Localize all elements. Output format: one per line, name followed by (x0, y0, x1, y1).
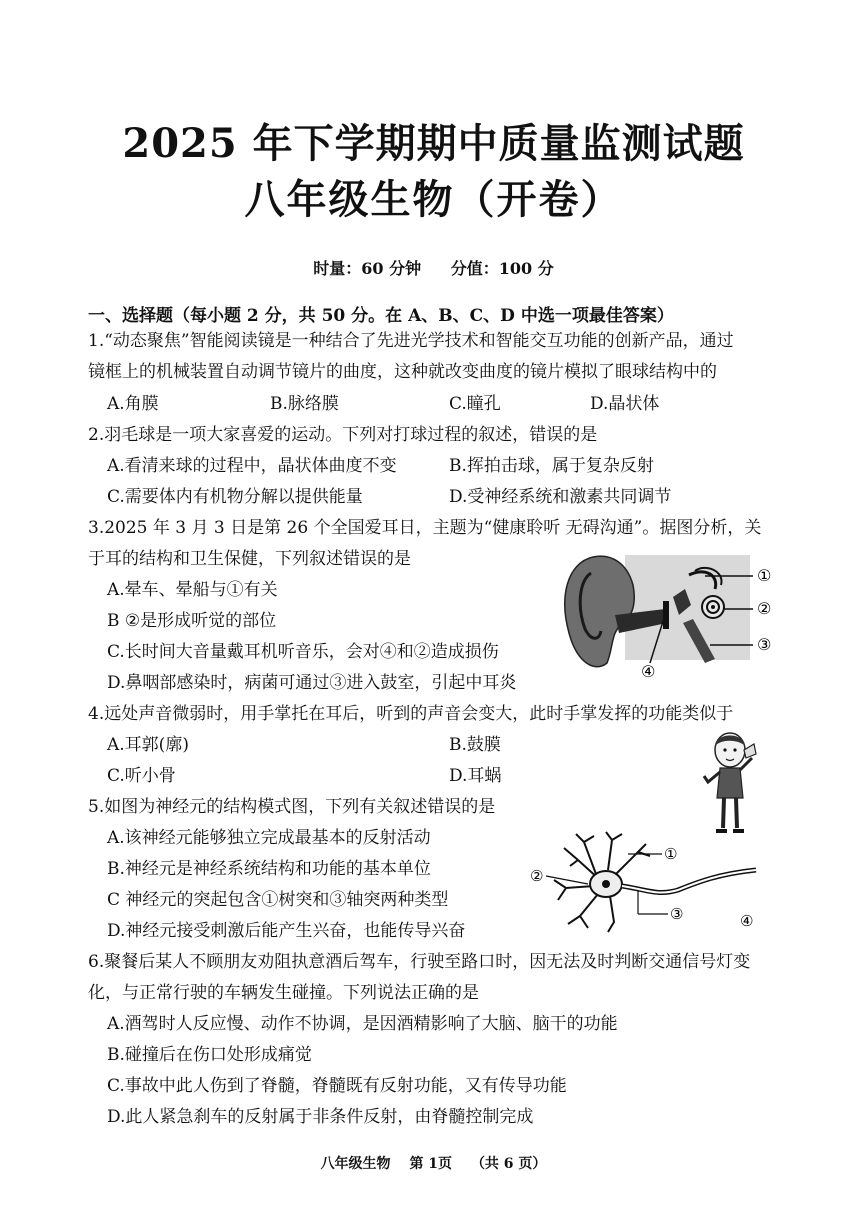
q4-option-a: A.耳郭(廓) (107, 735, 189, 755)
q1-option-c: C.瞳孔 (449, 394, 501, 414)
eardrum-shape (663, 601, 669, 629)
neuron-label-4: ④ (740, 912, 754, 930)
exam-meta (0, 256, 867, 279)
q6-option-a: A.酒驾时人反应慢、动作不协调，是因酒精影响了大脑、脑干的功能 (107, 1014, 618, 1034)
person-arm-side (704, 772, 720, 782)
q3-stem-line1: 3.2025 年 3 月 3 日是第 26 个全国爱耳日，主题为“健康聆听 无碍沟通”。据图分析，关 (88, 518, 762, 538)
exam-time: 时量：60 分钟 (313, 259, 422, 278)
exam-title: 2025 年下学期期中质量监测试题 (122, 120, 745, 167)
exam-subtitle: 八年级生物（开卷） (244, 176, 623, 223)
q3-stem-line2: 于耳的结构和卫生保健，下列叙述错误的是 (88, 549, 411, 569)
neuron-label-3: ③ (670, 905, 684, 923)
q1-option-a: A.角膜 (107, 394, 159, 414)
axon-sheath (622, 870, 756, 893)
exam-score: 分值：100 分 (450, 259, 554, 278)
footer-total: （共 6 页） (470, 1156, 547, 1172)
q1-option-b: B.脉络膜 (270, 394, 339, 414)
q2-option-d: D.受神经系统和激素共同调节 (449, 487, 672, 507)
q6-option-b: B.碰撞后在伤口处形成痛觉 (107, 1045, 312, 1065)
q1-option-d: D.晶状体 (590, 394, 660, 414)
person-eye-left (723, 748, 726, 751)
neuron-diagram (528, 830, 768, 935)
ear-label-1: ① (757, 566, 772, 585)
ear-diagram (555, 545, 785, 680)
q3-option-a: A.晕车、晕船与①有关 (107, 580, 278, 600)
section-heading: 一、选择题（每小题 2 分，共 50 分。在 A、B、C、D 中选一项最佳答案） (88, 306, 674, 326)
q5-option-c: C 神经元的突起包含①树突和③轴突两种类型 (107, 890, 449, 910)
person-torso (717, 768, 743, 798)
neuron-label-1: ① (664, 845, 678, 863)
q2-option-a: A.看清来球的过程中，晶状体曲度不变 (107, 456, 397, 476)
ear-label-4: ④ (641, 662, 656, 680)
q5-option-a: A.该神经元能够独立完成最基本的反射活动 (107, 828, 431, 848)
neuron-pointer-2 (546, 876, 588, 884)
q2-option-b: B.挥拍击球，属于复杂反射 (449, 456, 654, 476)
person-eye-right (733, 748, 736, 751)
neuron-label-2: ② (530, 867, 544, 885)
footer-subject: 八年级生物 (320, 1156, 391, 1172)
q1-stem-line1: 1.“动态聚焦”智能阅读镜是一种结合了先进光学技术和智能交互功能的创新产品，通过 (88, 331, 734, 351)
q3-option-b: B ②是形成听觉的部位 (107, 611, 277, 631)
q4-option-d: D.耳蜗 (449, 766, 502, 786)
q5-stem: 5.如图为神经元的结构模式图，下列有关叙述错误的是 (88, 797, 496, 817)
q4-option-c: C.听小骨 (107, 766, 176, 786)
q6-option-d: D.此人紧急刹车的反射属于非条件反射，由脊髓控制完成 (107, 1107, 534, 1127)
nucleus (602, 880, 610, 888)
cochlea-center (711, 605, 715, 609)
q2-stem: 2.羽毛球是一项大家喜爱的运动。下列对打球过程的叙述，错误的是 (88, 425, 598, 445)
q3-option-d: D.鼻咽部感染时，病菌可通过③进入鼓室，引起中耳炎 (107, 673, 517, 693)
page-footer (0, 1153, 867, 1173)
listening-person-illustration (700, 728, 760, 836)
ear-label-2: ② (757, 599, 772, 618)
q4-option-b: B.鼓膜 (449, 735, 501, 755)
q5-option-d: D.神经元接受刺激后能产生兴奋，也能传导兴奋 (107, 921, 466, 941)
auricle-shape (565, 556, 634, 667)
q6-stem-line2: 化，与正常行驶的车辆发生碰撞。下列说法正确的是 (88, 983, 479, 1003)
person-leg-right (736, 798, 737, 828)
person-leg-left (723, 798, 724, 828)
q6-option-c: C.事故中此人伤到了脊髓，脊髓既有反射功能，又有传导功能 (107, 1076, 567, 1096)
q1-stem-line2: 镜框上的机械装置自动调节镜片的曲度，这种就改变曲度的镜片模拟了眼球结构中的 (88, 362, 717, 382)
person-hand-at-ear (744, 744, 756, 758)
ear-label-3: ③ (757, 635, 772, 654)
footer-page: 第 1页 (409, 1156, 453, 1172)
q4-stem: 4.远处声音微弱时，用手掌托在耳后，听到的声音会变大，此时手掌发挥的功能类似于 (88, 704, 734, 724)
q2-option-c: C.需要体内有机物分解以提供能量 (107, 487, 363, 507)
q6-stem-line1: 6.聚餐后某人不顾朋友劝阻执意酒后驾车，行驶至路口时，因无法及时判断交通信号灯变 (88, 952, 751, 972)
q3-option-c: C.长时间大音量戴耳机听音乐，会对④和②造成损伤 (107, 642, 499, 662)
q5-option-b: B.神经元是神经系统结构和功能的基本单位 (107, 859, 431, 879)
